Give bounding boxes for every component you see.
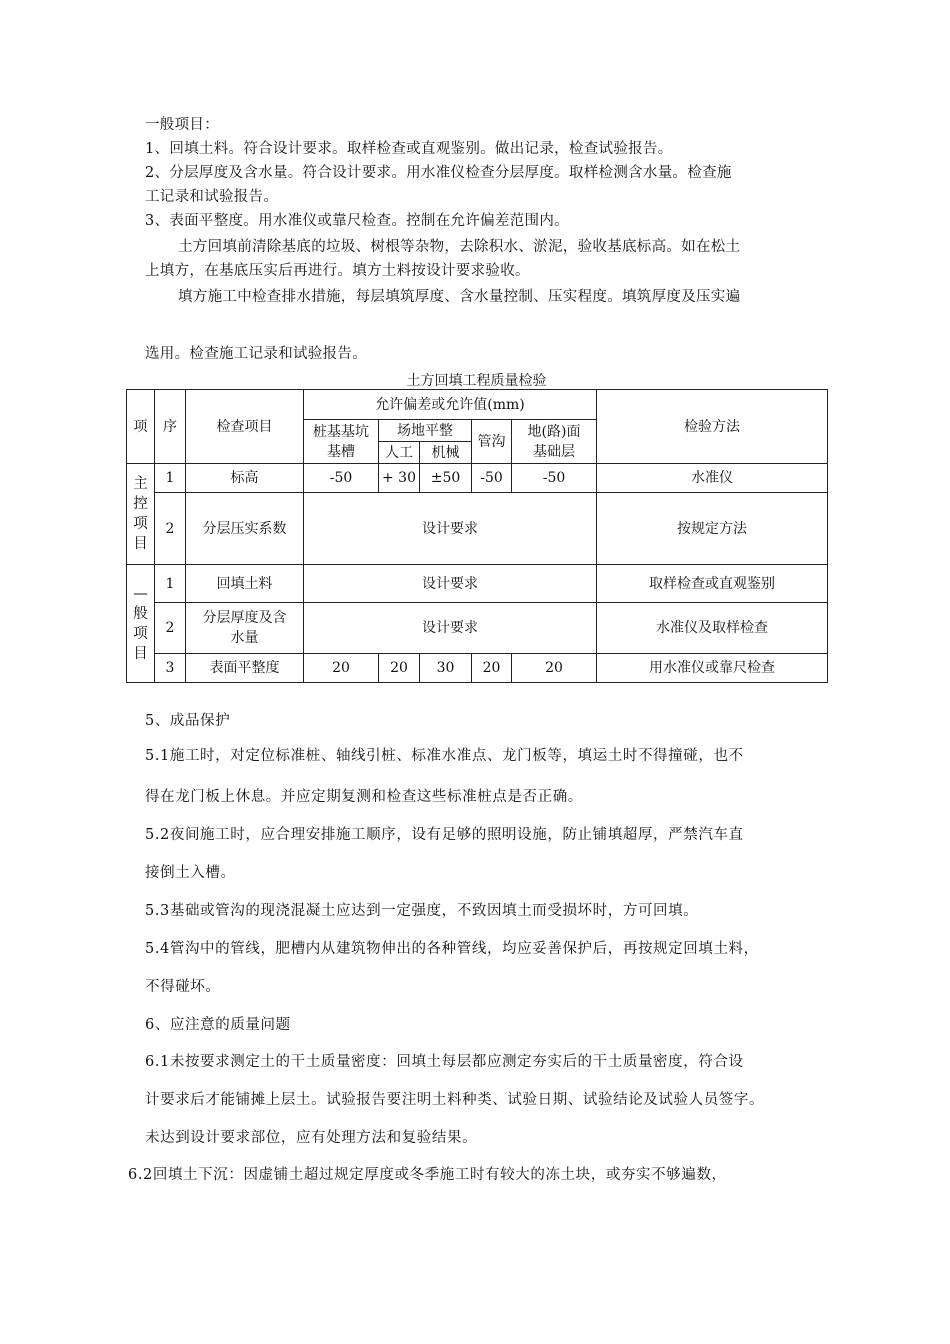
intro-line-8: 填方施工中检查排水措施，每层填筑厚度、含水量控制、压实程度。填筑厚度及压实遍 [178,289,741,305]
intro-line-2: 1、回填土料。符合设计要求。取样检查或直观鉴别。做出记录，检查试验报告。 [145,141,673,157]
table-row [127,565,828,603]
row-no: 1 [155,565,186,603]
header-road: 地(路)面 基础层 [512,420,597,464]
row-item: 表面平整度 [186,654,304,683]
row-item: 分层厚度及含 水量 [186,603,304,654]
header-item: 检查项目 [186,390,304,464]
cell-merged: 设计要求 [304,565,597,603]
intro-line-6: 土方回填前清除基底的垃圾、树根等杂物，去除积水、淤泥，验收基底标高。如在松土 [178,239,741,255]
section-5-4-b: 不得碰坏。 [145,979,221,995]
intro-line-5: 3、表面平整度。用水准仪或靠尺检查。控制在允许偏差范围内。 [145,213,569,229]
cell-value: + 30 [379,464,420,493]
row-method: 用水准仪或靠尺检查 [597,654,828,683]
row-method: 取样检查或直观鉴别 [597,565,828,603]
row-no: 2 [155,603,186,654]
row-method: 水准仪及取样检查 [597,603,828,654]
header-machine: 机械 [420,442,472,464]
table-row [127,464,828,493]
cell-value: 20 [472,654,512,683]
row-no: 3 [155,654,186,683]
header-xiang: 项 [127,390,155,464]
row-no: 2 [155,493,186,565]
table-caption: 土方回填工程质量检验 [406,373,547,389]
general-group: — 般 项 目 [127,565,155,683]
header-method: 检验方法 [597,390,828,464]
section-6-2: 6.2回填土下沉：因虚铺土超过规定厚度或冬季施工时有较大的冻土块，或夯实不够遍数， [128,1167,727,1183]
header-site: 场地平整 [379,420,472,442]
section-5-heading: 5、成品保护 [145,713,231,729]
section-5-1-a: 5.1施工时，对定位标准桩、轴线引桩、标准水准点、龙门板等，填运土时不得撞碰，也不 [145,748,744,764]
table-row [127,654,828,683]
header-trench: 管沟 [472,420,512,464]
intro-line-7: 上填方，在基底压实后再进行。填方土料按设计要求验收。 [145,263,530,279]
section-6-1-a: 6.1未按要求测定土的干土质量密度：回填土每层都应测定夯实后的干土质量密度，符合设 [145,1054,744,1070]
table-row [127,603,828,654]
row-method: 水准仪 [597,464,828,493]
cell-value: 20 [304,654,379,683]
row-method: 按规定方法 [597,493,828,565]
cell-value: -50 [472,464,512,493]
section-5-1-b: 得在龙门板上休息。并应定期复测和检查这些标准桩点是否正确。 [145,789,583,805]
header-manual: 人工 [379,442,420,464]
intro-line-1: 一般项目： [145,117,219,133]
cell-value: ±50 [420,464,472,493]
table-row [127,493,828,565]
section-6-1-c: 未达到设计要求部位，应有处理方法和复验结果。 [145,1130,478,1146]
row-no: 1 [155,464,186,493]
cell-value: -50 [304,464,379,493]
cell-merged: 设计要求 [304,493,597,565]
section-5-2-a: 5.2夜间施工时，应合理安排施工顺序，设有足够的照明设施，防止铺填超厚，严禁汽车直 [145,827,744,843]
section-6-1-b: 计要求后才能铺摊上层土。试验报告要注明土料种类、试验日期、试验结论及试验人员签字。 [145,1092,765,1108]
cell-value: 30 [420,654,472,683]
section-5-4-a: 5.4管沟中的管线，肥槽内从建筑物伸出的各种管线，均应妥善保护后，再按规定回填土料， [145,941,759,957]
intro-line-3: 2、分层厚度及含水量。符合设计要求。用水准仪检查分层厚度。取样检测含水量。检查施 [145,165,732,181]
header-pile: 桩基基坑 基槽 [304,420,379,464]
section-5-2-b: 接倒土入槽。 [145,865,236,881]
row-item: 分层压实系数 [186,493,304,565]
section-6-heading: 6、应注意的质量问题 [145,1017,291,1033]
intro-line-9: 选用。检查施工记录和试验报告。 [145,346,367,362]
cell-value: -50 [512,464,597,493]
row-item: 回填土料 [186,565,304,603]
intro-line-4: 工记录和试验报告。 [145,189,279,205]
header-allowance: 允许偏差或允许值(mm) [304,390,597,420]
section-5-3: 5.3基础或管沟的现浇混凝土应达到一定强度，不致因填土而受损坏时，方可回填。 [145,903,699,919]
cell-value: 20 [379,654,420,683]
cell-merged: 设计要求 [304,603,597,654]
main-control-group: 主 控 项 目 [127,464,155,565]
cell-value: 20 [512,654,597,683]
quality-table [126,389,828,683]
row-item: 标高 [186,464,304,493]
header-xu: 序 [155,390,186,464]
